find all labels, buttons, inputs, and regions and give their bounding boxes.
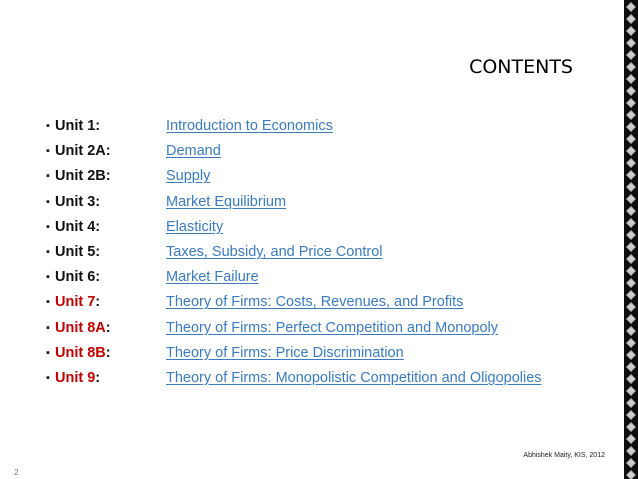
- strip-diamond-icon: [626, 242, 636, 252]
- author-footer: Abhishek Maity, KIS, 2012: [523, 452, 605, 459]
- unit-colon: :: [95, 118, 101, 134]
- strip-diamond-icon: [626, 470, 636, 479]
- strip-diamond-icon: [626, 134, 636, 144]
- square-bullet-icon: ▪: [46, 220, 50, 233]
- strip-diamond-icon: [626, 218, 636, 228]
- unit-label: [55, 267, 166, 288]
- unit-topic-link[interactable]: Theory of Firms: Price Discrimination: [166, 344, 404, 361]
- unit-number: Unit 1: [55, 118, 96, 134]
- contents-list: [46, 116, 542, 393]
- unit-topic-link[interactable]: Theory of Firms: Monopolistic Competition and Oligopolies: [166, 369, 542, 386]
- list-item: [46, 343, 542, 368]
- strip-diamond-icon: [626, 14, 636, 24]
- list-item: [46, 141, 542, 166]
- strip-diamond-icon: [626, 326, 636, 336]
- list-item: [46, 116, 542, 141]
- unit-label: [55, 292, 166, 313]
- unit-number: Unit 3: [55, 193, 96, 210]
- unit-topic-link[interactable]: Demand: [166, 143, 221, 160]
- strip-diamond-icon: [626, 302, 636, 312]
- unit-colon: :: [95, 243, 101, 260]
- unit-number: Unit 5: [55, 243, 96, 260]
- unit-topic-link[interactable]: Theory of Firms: Perfect Competition and Monopoly: [166, 319, 499, 336]
- strip-diamond-icon: [626, 182, 636, 192]
- strip-diamond-icon: [626, 458, 636, 468]
- strip-diamond-icon: [626, 62, 636, 72]
- unit-label: [55, 166, 166, 187]
- strip-diamond-icon: [626, 230, 636, 240]
- strip-diamond-icon: [626, 314, 636, 324]
- strip-diamond-icon: [626, 410, 636, 420]
- unit-number: Unit 9: [55, 369, 96, 386]
- strip-diamond-icon: [626, 86, 636, 96]
- list-item: [46, 192, 542, 217]
- page-number: 2: [14, 468, 19, 477]
- unit-colon: :: [105, 344, 111, 361]
- square-bullet-icon: ▪: [46, 145, 50, 158]
- unit-number: Unit 8A: [55, 319, 106, 336]
- unit-number: Unit 6: [55, 269, 96, 286]
- strip-diamond-icon: [626, 362, 636, 372]
- strip-diamond-icon: [626, 110, 636, 120]
- unit-number: Unit 8B: [55, 344, 106, 361]
- strip-diamond-icon: [626, 386, 636, 396]
- square-bullet-icon: ▪: [46, 321, 50, 334]
- strip-diamond-icon: [626, 158, 636, 168]
- unit-colon: :: [105, 168, 111, 185]
- square-bullet-icon: ▪: [46, 371, 50, 384]
- list-item: [46, 242, 542, 267]
- unit-colon: :: [95, 193, 101, 210]
- decorative-side-strip: [624, 0, 638, 479]
- unit-topic-link[interactable]: Elasticity: [166, 218, 224, 235]
- strip-diamond-icon: [626, 290, 636, 300]
- unit-colon: :: [95, 218, 101, 235]
- square-bullet-icon: ▪: [46, 245, 50, 258]
- list-item: [46, 368, 542, 393]
- strip-diamond-icon: [626, 122, 636, 132]
- unit-number: Unit 7: [55, 294, 96, 311]
- strip-diamond-icon: [626, 98, 636, 108]
- unit-number: Unit 4: [55, 218, 96, 235]
- strip-diamond-icon: [626, 374, 636, 384]
- unit-topic-link[interactable]: Market Equilibrium: [166, 193, 287, 210]
- square-bullet-icon: ▪: [46, 195, 50, 208]
- strip-diamond-icon: [626, 446, 636, 456]
- unit-colon: :: [95, 269, 101, 286]
- unit-label: [55, 343, 166, 364]
- unit-colon: :: [105, 143, 111, 160]
- strip-diamond-icon: [626, 2, 636, 12]
- unit-label: [55, 368, 166, 389]
- square-bullet-icon: ▪: [46, 271, 50, 284]
- slide-title: CONTENTS: [469, 56, 573, 78]
- strip-diamond-icon: [626, 170, 636, 180]
- strip-diamond-icon: [626, 254, 636, 264]
- square-bullet-icon: ▪: [46, 170, 50, 183]
- list-item: [46, 267, 542, 292]
- unit-topic-link[interactable]: Market Failure: [166, 269, 259, 286]
- strip-diamond-icon: [626, 194, 636, 204]
- unit-label: [55, 116, 166, 137]
- strip-diamond-icon: [626, 38, 636, 48]
- unit-number: Unit 2A: [55, 143, 106, 160]
- strip-diamond-icon: [626, 74, 636, 84]
- unit-colon: :: [95, 369, 101, 386]
- unit-number: Unit 2B: [55, 168, 106, 185]
- list-item: [46, 292, 542, 317]
- unit-topic-link[interactable]: Introduction to Economics: [166, 118, 333, 134]
- strip-diamond-icon: [626, 350, 636, 360]
- unit-label: [55, 192, 166, 213]
- strip-diamond-icon: [626, 338, 636, 348]
- square-bullet-icon: ▪: [46, 296, 50, 309]
- strip-diamond-icon: [626, 398, 636, 408]
- unit-colon: :: [95, 294, 101, 311]
- unit-label: [55, 141, 166, 162]
- unit-topic-link[interactable]: Taxes, Subsidy, and Price Control: [166, 243, 383, 260]
- unit-label: [55, 318, 166, 339]
- unit-label: [55, 217, 166, 238]
- list-item: [46, 166, 542, 191]
- list-item: [46, 318, 542, 343]
- unit-topic-link[interactable]: Theory of Firms: Costs, Revenues, and Profits: [166, 294, 464, 311]
- strip-diamond-icon: [626, 26, 636, 36]
- strip-diamond-icon: [626, 206, 636, 216]
- strip-diamond-icon: [626, 278, 636, 288]
- unit-label: [55, 242, 166, 263]
- square-bullet-icon: ▪: [46, 346, 50, 359]
- list-item: [46, 217, 542, 242]
- square-bullet-icon: ▪: [46, 120, 50, 132]
- strip-diamond-icon: [626, 422, 636, 432]
- unit-topic-link[interactable]: Supply: [166, 168, 211, 185]
- unit-colon: :: [105, 319, 111, 336]
- strip-diamond-icon: [626, 266, 636, 276]
- strip-diamond-icon: [626, 50, 636, 60]
- strip-diamond-icon: [626, 434, 636, 444]
- strip-diamond-icon: [626, 146, 636, 156]
